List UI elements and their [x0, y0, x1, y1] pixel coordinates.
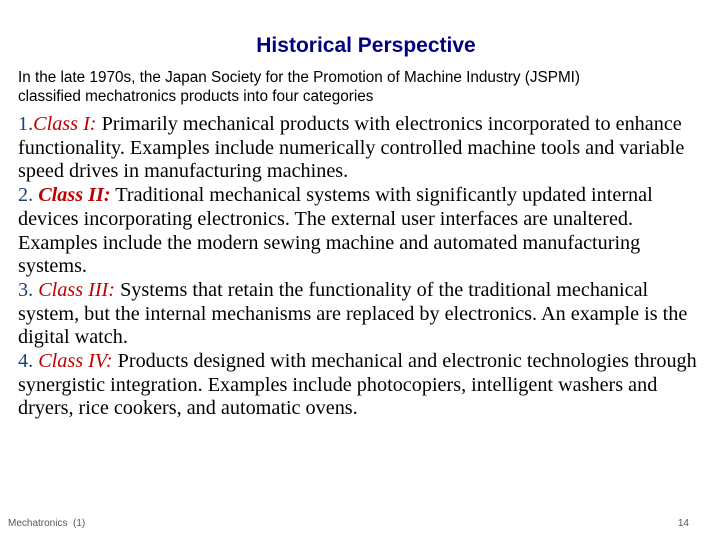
class-label: Class IV: — [38, 350, 113, 373]
class-list — [18, 113, 713, 421]
class-number: 1. — [18, 113, 34, 135]
footer-course-label: Mechatronics (1) — [8, 518, 86, 529]
class-item-1 — [18, 113, 713, 184]
intro-line-2: classified mechatronics products into four categories — [18, 88, 374, 105]
class-description: Products designed with mechanical and electronic technologies through synergistic integration. Examples include photocopiers, intelligent washers and dryers, rice cookers, and automatic ovens. — [18, 350, 697, 420]
class-number: 2. — [18, 184, 39, 207]
class-item-3 — [18, 279, 713, 350]
class-label: Class III: — [38, 278, 116, 301]
class-number: 3. — [18, 278, 39, 301]
page-number: 14 — [677, 518, 689, 529]
intro-line-1: In the late 1970s, the Japan Society for the Promotion of Machine Industry (JSPMI) — [18, 69, 581, 86]
intro-paragraph — [18, 68, 708, 106]
class-description: Traditional mechanical systems with significantly updated internal devices incorporating electronics. The external user interfaces are unaltered. Examples include the modern sewing machine and automated manufacturing systems. — [18, 184, 653, 278]
class-number: 4. — [18, 350, 39, 373]
class-label: Class I: — [33, 113, 97, 135]
class-label: Class II: — [38, 184, 111, 207]
class-description: Primarily mechanical products with electronics incorporated to enhance functionality. Examples include numerically controlled machine tools and variable speed drives in manufacturing machines. — [18, 113, 685, 183]
class-description: Systems that retain the functionality of the traditional mechanical system, but the internal mechanisms are replaced by electronics. An example is the digital watch. — [18, 278, 688, 349]
class-item-4 — [18, 350, 713, 421]
slide-title: Historical Perspective — [256, 34, 476, 57]
class-item-2 — [18, 184, 713, 279]
